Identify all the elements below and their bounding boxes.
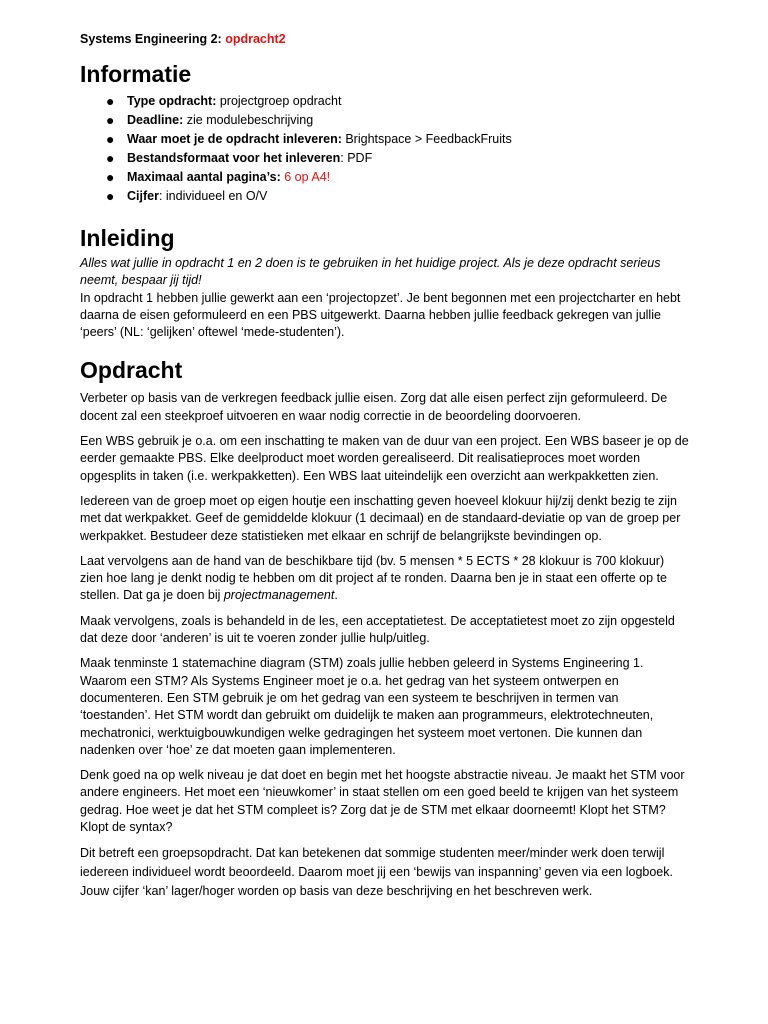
info-item-key: Waar moet je de opdracht inleveren: [127, 132, 342, 146]
info-item-key: Cijfer [127, 189, 159, 203]
opdracht-paragraph [80, 553, 690, 605]
list-item [106, 130, 690, 149]
list-item [106, 168, 690, 187]
opdracht-paragraph: Denk goed na op welk niveau je dat doet en begin met het hoogste abstractie niveau. Je maakt het STM voor andere engineers. Het moet een ‘nieuwkomer’ in staat stellen om een goed beeld te krijgen van het systeem gedrag. Hoe weet je dat het STM compleet is? Zorg dat je de STM met elkaar doorneemt! Klopt het STM? Klopt de syntax? [80, 768, 685, 835]
opdracht-paragraph: Verbeter op basis van de verkregen feedback jullie eisen. Zorg dat alle eisen perfect zijn geformuleerd. De docent zal een steekproef uitvoeren en waar nodig correctie in de beoordeling doorvoeren. [80, 391, 668, 423]
info-item-key: Type opdracht: [127, 94, 217, 108]
bullet-icon: ● [106, 131, 115, 147]
bullet-icon: ● [106, 169, 115, 185]
informatie-heading: Informatie [80, 61, 192, 87]
bullet-icon: ● [106, 150, 115, 166]
inleiding-heading: Inleiding [80, 225, 175, 251]
bullet-icon: ● [106, 93, 115, 109]
list-item [106, 92, 690, 111]
info-item-value-highlight: 6 op A4! [284, 170, 331, 184]
list-item [106, 187, 690, 206]
opdracht-p4-text: Laat vervolgens aan de hand van de beschikbare tijd (bv. 5 mensen * 5 ECTS * 28 klokuur is 700 klokuur) zien hoe lang je denkt nodig te hebben om dit project af te ronden. Daarna ben je in staat een offerte op te stellen. Dat ga je doen bij [80, 553, 667, 603]
info-item-key: Bestandsformaat voor het inleveren [127, 151, 341, 165]
opdracht-paragraph: Dit betreft een groepsopdracht. Dat kan betekenen dat sommige studenten meer/minder werk doen terwijl iedereen individueel wordt beoordeeld. Daarom moet jij een ‘bewijs van inspanning’ geven via een logboek. Jouw cijfer ‘kan’ lager/hoger worden op basis van deze beschrijving en het beschreven werk. [80, 846, 673, 898]
opdracht-p4-end: . [334, 588, 338, 603]
list-item [106, 149, 690, 168]
opdracht-heading: Opdracht [80, 357, 183, 384]
informatie-list [80, 92, 690, 206]
inleiding-body: In opdracht 1 hebben jullie gewerkt aan een ‘projectopzet’. Je bent begonnen met een projectcharter en hebt daarna de eisen geformuleerd en een PBS uitgewerkt. Daarna hebben jullie feedback gekregen van jullie ‘peers’ (NL: ‘gelijken’ oftewel ‘mede-studenten’). [80, 290, 681, 340]
opdracht-p4-italic: projectmanagement [223, 588, 335, 603]
list-item [106, 111, 690, 130]
opdracht-paragraph: Maak vervolgens, zoals is behandeld in de les, een acceptatietest. De acceptatietest moet zo zijn opgesteld dat deze door ‘anderen’ is uit te voeren zonder jullie hulp/uitleg. [80, 613, 675, 646]
document-title-prefix: Systems Engineering 2: [80, 32, 226, 46]
info-item-value: zie modulebeschrijving [183, 113, 314, 127]
bullet-icon: ● [106, 112, 115, 128]
info-item-key: Deadline: [127, 113, 184, 127]
info-item-value: projectgroep opdracht [216, 94, 342, 108]
info-item-value: : individueel en O/V [158, 189, 268, 203]
opdracht-paragraph: Maak tenminste 1 statemachine diagram (STM) zoals jullie hebben geleerd in Systems Engineering 1. Waarom een STM? Als Systems Engineer moet je o.a. het gedrag van het systeem ontwerpen en documenteren. Een STM gebruik je om het gedrag van een systeem te beschrijven in termen van ‘toestanden’. Het STM wordt dan gebruikt om duidelijk te maken aan programmeurs, elektrotechneuten, mechatronici, werktuigbouwkundigen welke gedragingen het systeem moet vertonen. Die kunnen dan nadenken over ‘hoe’ ze dat moeten gaan implementeren. [80, 656, 654, 757]
inleiding-italic-text: Alles wat jullie in opdracht 1 en 2 doen is te gebruiken in het huidige project. Als je deze opdracht serieus neemt, bespaar jij tijd! [80, 256, 661, 288]
opdracht-paragraph: Een WBS gebruik je o.a. om een inschatting te maken van de duur van een project. Een WBS baseer je op de eerder gemaakte PBS. Elke deelproduct moet worden gerealiseerd. Dit realisatieproces moet worden opgesplits in taken (i.e. werkpakketten). Een WBS laat uiteindelijk een overzicht aan werkpakketten zien. [80, 434, 689, 483]
document-title [80, 30, 690, 48]
opdracht-paragraph: Iedereen van de groep moet op eigen houtje een inschatting geven hoeveel klokuur hij/zij denkt bezig te zijn met dat werkpakket. Geef de gemiddelde klokuur (1 decimaal) en de standaard-deviatie op van de groep per werkpakket. Bestudeer deze statistieken met elkaar en schrijf de belangrijkste bevindingen op. [80, 493, 681, 543]
info-item-value: : PDF [340, 151, 373, 165]
document-title-highlight: opdracht2 [225, 32, 286, 46]
bullet-icon: ● [106, 188, 115, 204]
document-page [80, 30, 690, 900]
info-item-value: Brightspace > FeedbackFruits [341, 132, 512, 146]
info-item-key: Maximaal aantal pagina’s: [127, 170, 281, 184]
